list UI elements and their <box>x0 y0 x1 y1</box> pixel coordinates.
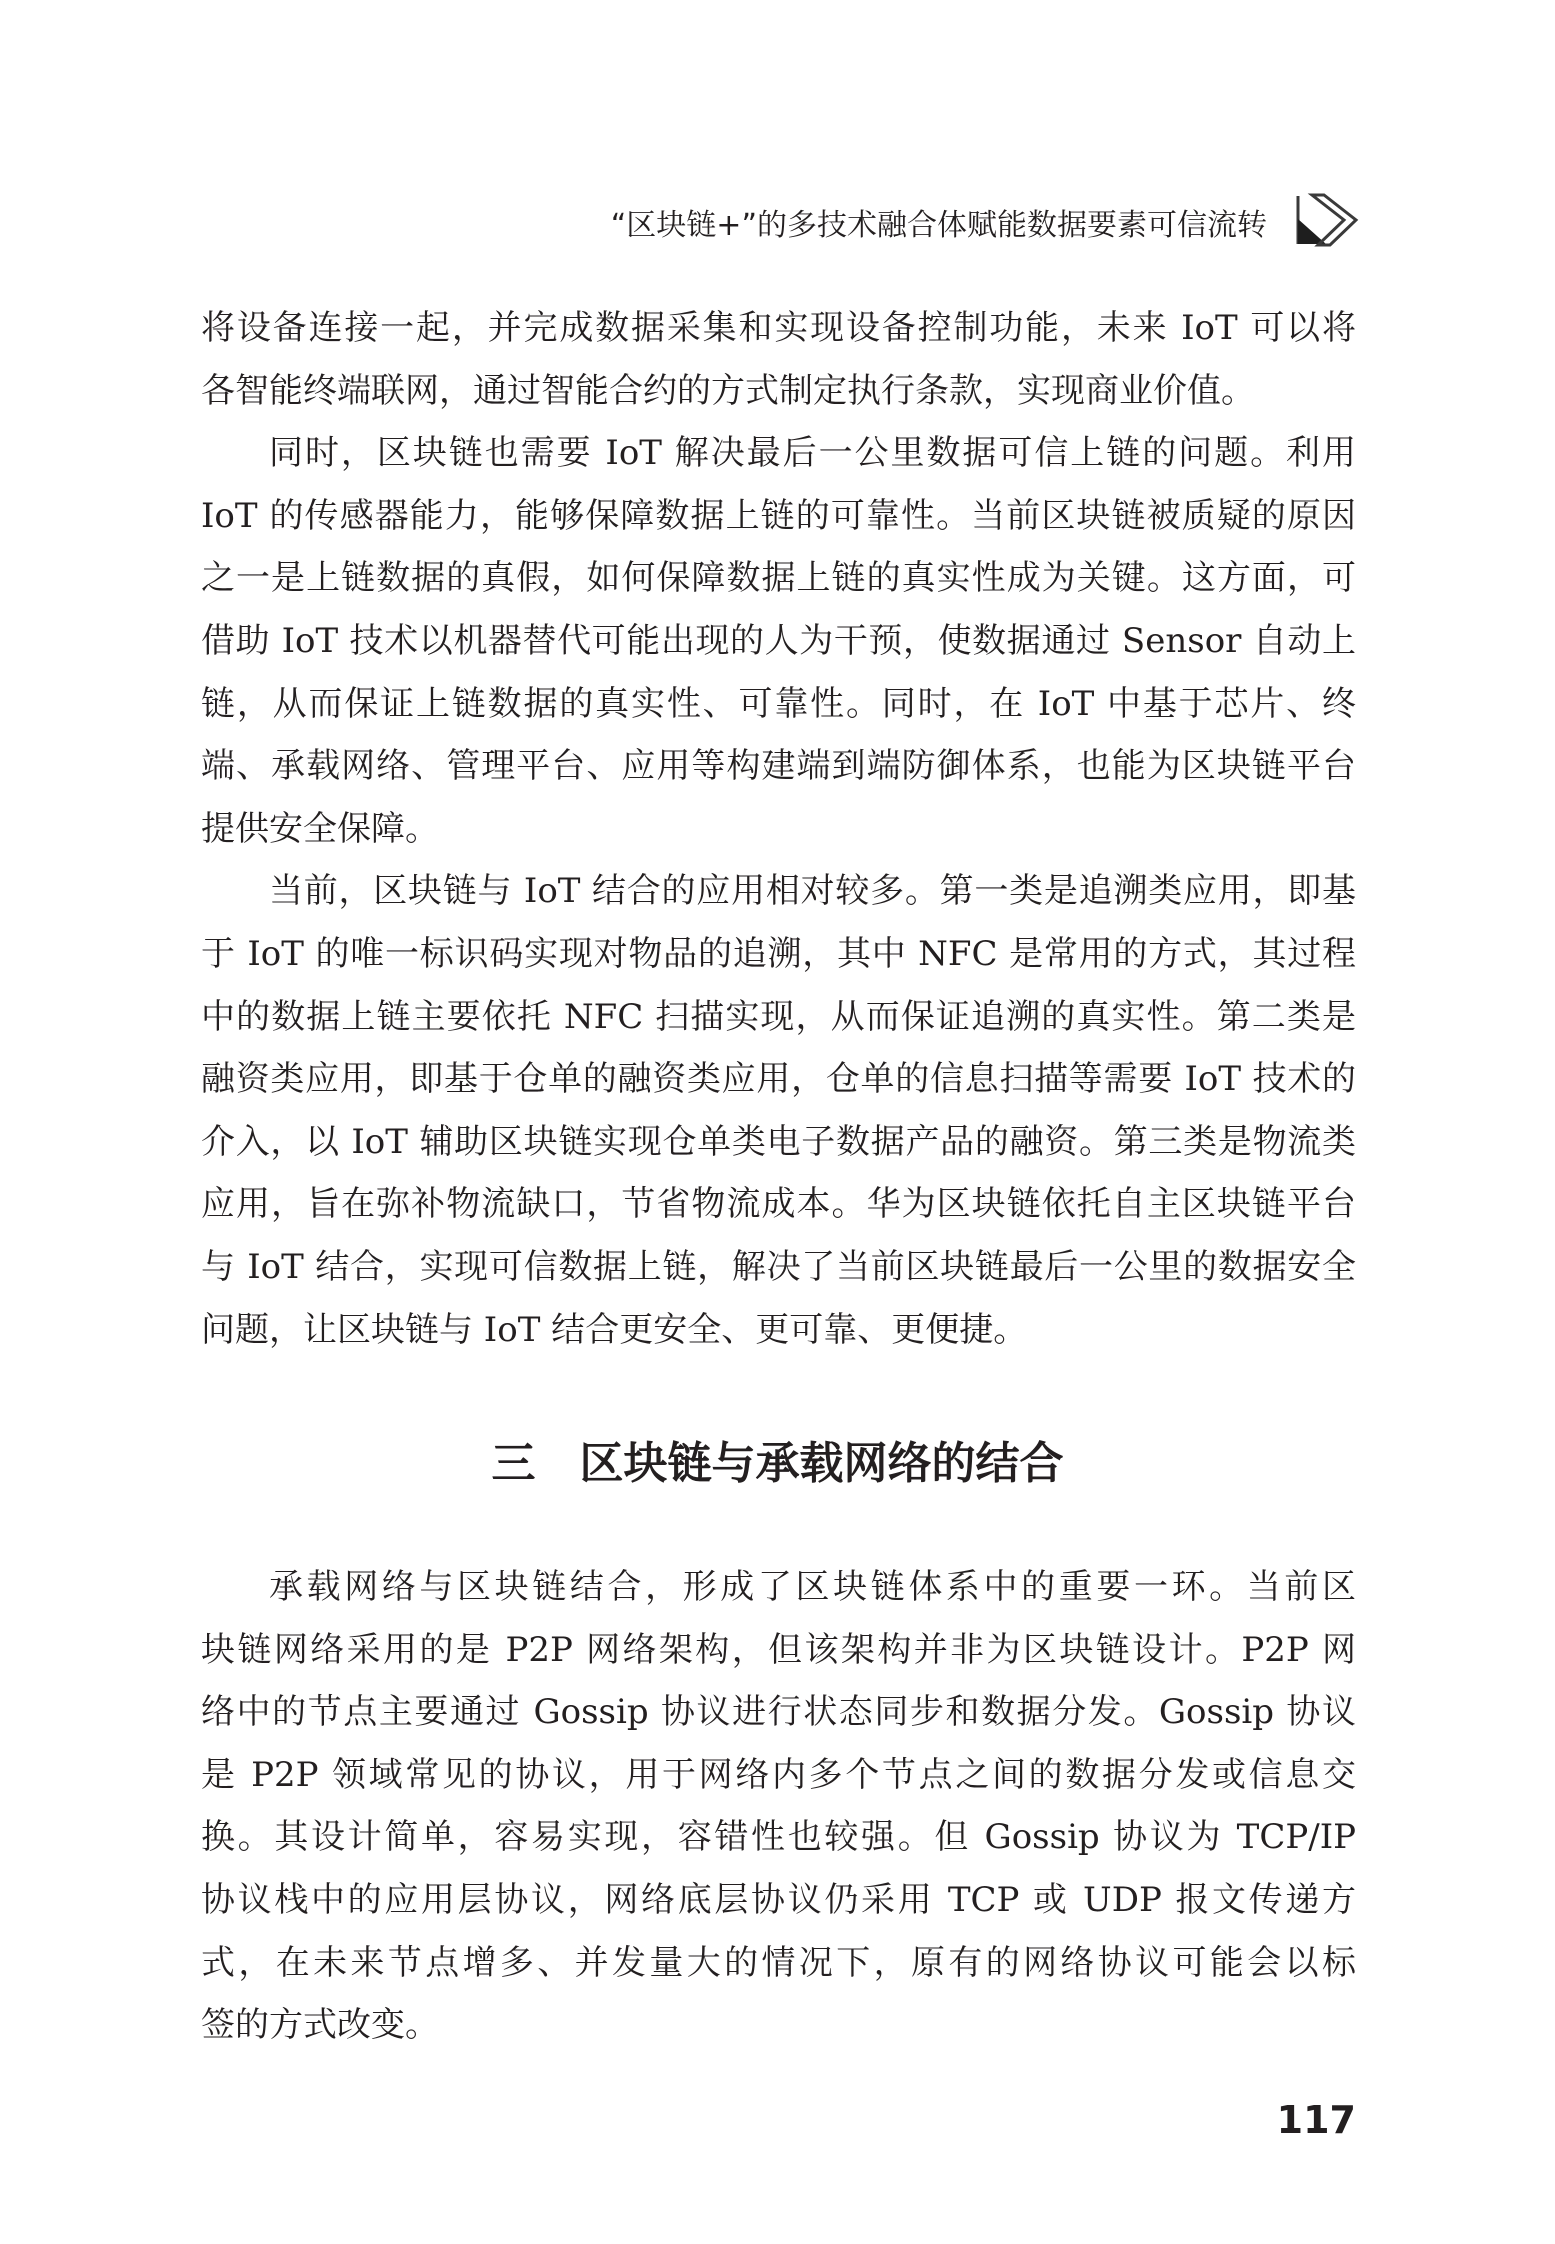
body-line: 是 P2P 领域常见的协议，用于网络内多个节点之间的数据分发或信息交 <box>201 1754 1356 1795</box>
running-title: “区块链+”的多技术融合体赋能数据要素可信流转 <box>610 208 1267 243</box>
body-line: 同时，区块链也需要 IoT 解决最后一公里数据可信上链的问题。利用 <box>269 433 1356 474</box>
body-line: 各智能终端联网，通过智能合约的方式制定执行条款，实现商业价值。 <box>201 370 1255 411</box>
body-line: 介入，以 IoT 辅助区块链实现仓单类电子数据产品的融资。第三类是物流类 <box>201 1121 1356 1162</box>
body-line: 签的方式改变。 <box>201 2005 439 2046</box>
body-line: 借助 IoT 技术以机器替代可能出现的人为干预，使数据通过 Sensor 自动上 <box>201 620 1356 661</box>
body-line: 融资类应用，即基于仓单的融资类应用，仓单的信息扫描等需要 IoT 技术的 <box>201 1059 1356 1100</box>
body-line: 络中的节点主要通过 Gossip 协议进行状态同步和数据分发。Gossip 协议 <box>201 1692 1356 1733</box>
body-text <box>201 297 1356 1361</box>
body-line: 块链网络采用的是 P2P 网络架构，但该架构并非为区块链设计。P2P 网 <box>201 1629 1356 1670</box>
section-body-text <box>201 1556 1356 2057</box>
paragraph-1 <box>201 297 1356 422</box>
paragraph-3 <box>201 860 1356 1361</box>
body-line: 问题，让区块链与 IoT 结合更安全、更可靠、更便捷。 <box>201 1309 1028 1350</box>
body-line: 于 IoT 的唯一标识码实现对物品的追溯，其中 NFC 是常用的方式，其过程 <box>201 933 1356 974</box>
body-line: 链，从而保证上链数据的真实性、可靠性。同时，在 IoT 中基于芯片、终 <box>201 683 1356 724</box>
body-line: 与 IoT 结合，实现可信数据上链，解决了当前区块链最后一公里的数据安全 <box>201 1246 1356 1287</box>
section-heading <box>0 1419 1555 1499</box>
section-number: 三 <box>491 1438 536 1489</box>
body-line: 将设备连接一起，并完成数据采集和实现设备控制功能，未来 IoT 可以将 <box>201 308 1356 348</box>
body-line: 协议栈中的应用层协议，网络底层协议仍采用 TCP 或 UDP 报文传递方 <box>201 1879 1356 1920</box>
body-line: 承载网络与区块链结合，形成了区块链体系中的重要一环。当前区 <box>269 1567 1356 1607</box>
running-header <box>0 0 1555 260</box>
body-line: 当前，区块链与 IoT 结合的应用相对较多。第一类是追溯类应用，即基 <box>269 871 1356 912</box>
body-line: 提供安全保障。 <box>201 808 439 849</box>
paragraph-4 <box>201 1556 1356 2057</box>
body-line: 端、承载网络、管理平台、应用等构建端到端防御体系，也能为区块链平台 <box>201 746 1356 787</box>
body-line: 换。其设计简单，容易实现，容错性也较强。但 Gossip 协议为 TCP/IP <box>201 1817 1356 1858</box>
chapter-arrow-icon <box>1294 192 1360 248</box>
body-line: IoT 的传感器能力，能够保障数据上链的可靠性。当前区块链被质疑的原因 <box>201 495 1356 536</box>
body-line: 之一是上链数据的真假，如何保障数据上链的真实性成为关键。这方面，可 <box>201 558 1356 599</box>
section-title: 区块链与承载网络的结合 <box>579 1438 1064 1489</box>
body-line: 中的数据上链主要依托 NFC 扫描实现，从而保证追溯的真实性。第二类是 <box>201 996 1356 1037</box>
page-number: 117 <box>1276 2098 1356 2142</box>
body-line: 式，在未来节点增多、并发量大的情况下，原有的网络协议可能会以标 <box>201 1942 1356 1983</box>
paragraph-2 <box>201 422 1356 860</box>
body-line: 应用，旨在弥补物流缺口，节省物流成本。华为区块链依托自主区块链平台 <box>201 1184 1356 1225</box>
